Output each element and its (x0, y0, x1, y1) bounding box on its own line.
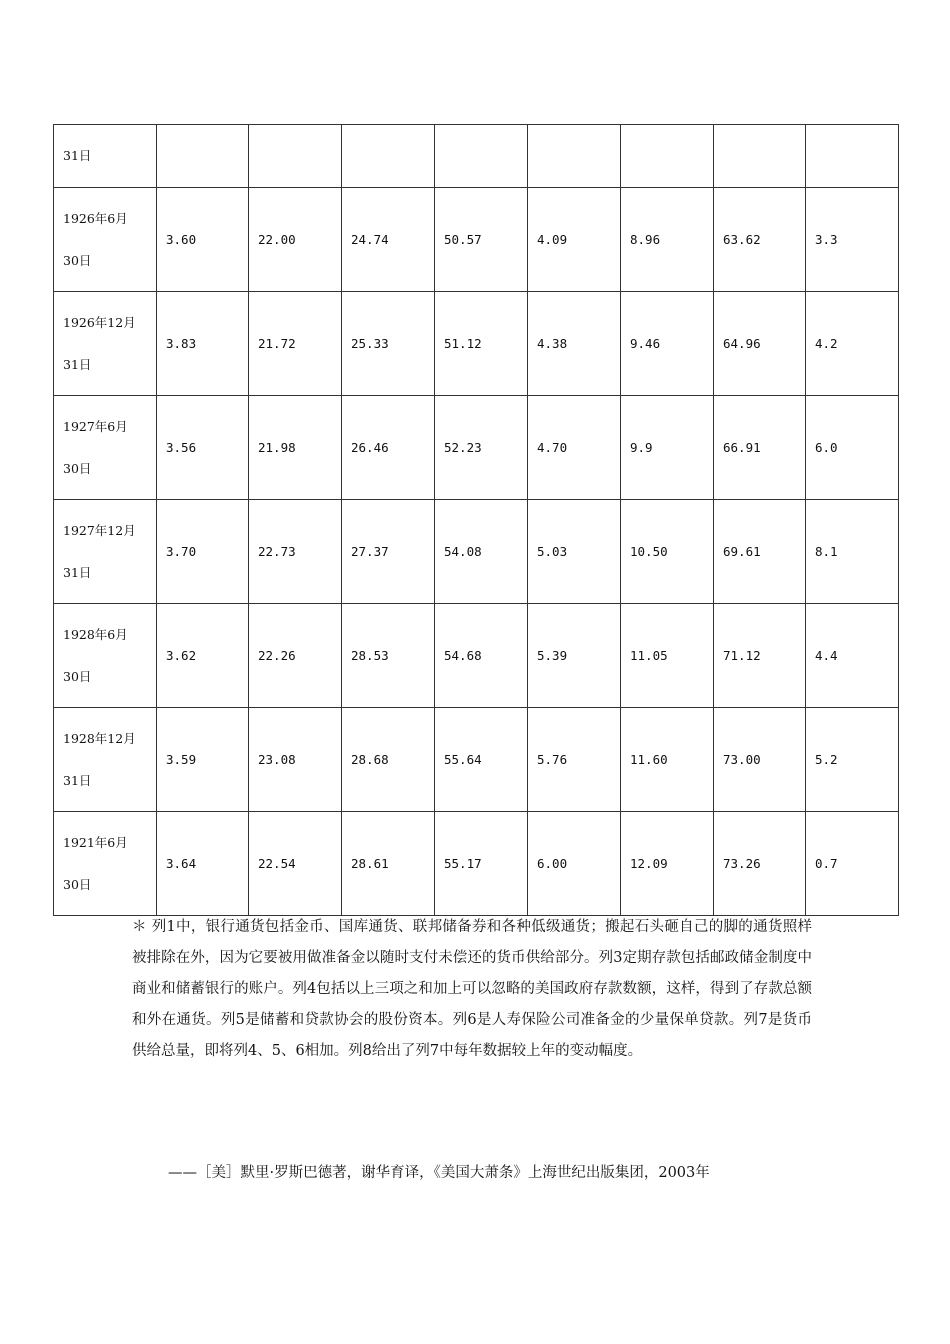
date-line-2: 30日 (63, 876, 92, 892)
date-cell (54, 812, 157, 916)
date-cell (54, 708, 157, 812)
date-cell (54, 188, 157, 292)
value-cell: 22.26 (249, 604, 342, 708)
date-line-1: 1926年6月 (63, 210, 128, 226)
date-line-2: 31日 (63, 772, 92, 788)
value-cell: 25.33 (342, 292, 435, 396)
value-cell: 3.62 (157, 604, 249, 708)
value-cell: 27.37 (342, 500, 435, 604)
value-cell: 21.98 (249, 396, 342, 500)
value-cell: 4.09 (528, 188, 621, 292)
date-cell (54, 396, 157, 500)
date-line-2: 30日 (63, 668, 92, 684)
value-cell: 54.08 (435, 500, 528, 604)
money-supply-table (53, 124, 899, 916)
value-cell (621, 125, 714, 188)
value-cell: 21.72 (249, 292, 342, 396)
date-line-2: 30日 (63, 460, 92, 476)
value-cell: 52.23 (435, 396, 528, 500)
date-line-2: 31日 (63, 148, 92, 163)
date-line-1: 1921年6月 (63, 834, 128, 850)
value-cell: 8.96 (621, 188, 714, 292)
value-cell: 5.76 (528, 708, 621, 812)
value-cell: 12.09 (621, 812, 714, 916)
value-cell: 69.61 (714, 500, 806, 604)
date-cell (54, 500, 157, 604)
value-cell: 71.12 (714, 604, 806, 708)
value-cell: 11.05 (621, 604, 714, 708)
value-cell: 28.61 (342, 812, 435, 916)
value-cell: 4.2 (806, 292, 899, 396)
value-cell: 26.46 (342, 396, 435, 500)
table-row (54, 604, 899, 708)
value-cell: 55.64 (435, 708, 528, 812)
date-line-2: 31日 (63, 564, 92, 580)
date-line-2: 31日 (63, 356, 92, 372)
source-citation: ——［美］默里·罗斯巴德著，谢华育译，《美国大萧条》上海世纪出版集团，2003年 (168, 1165, 710, 1181)
value-cell: 22.54 (249, 812, 342, 916)
value-cell: 54.68 (435, 604, 528, 708)
table-body (54, 125, 899, 916)
footnote-text: ＊ 列1中，银行通货包括金币、国库通货、联邦储备券和各种低级通货；搬起石头砸自己的脚的通货照样被排除在外，因为它要被用做准备金以随时支付未偿还的货币供给部分。列3定期存款包括邮政储金制度中商业和储蓄银行的账户。列4包括以上三项之和加上可以忽略的美国政府存款数额，这样，得到了存款总额和外在通货。列5是储蓄和贷款协会的股份资本。列6是人寿保险公司准备金的少量保单贷款。列7是货币供给总量，即将列4、5、6相加。列8给出了列7中每年数据较上年的变动幅度。 (132, 919, 812, 1059)
value-cell (342, 125, 435, 188)
value-cell: 28.68 (342, 708, 435, 812)
date-cell (54, 292, 157, 396)
value-cell: 22.73 (249, 500, 342, 604)
table-row (54, 188, 899, 292)
value-cell: 51.12 (435, 292, 528, 396)
value-cell: 9.46 (621, 292, 714, 396)
value-cell: 4.38 (528, 292, 621, 396)
value-cell: 3.3 (806, 188, 899, 292)
value-cell (435, 125, 528, 188)
table-footnote (132, 912, 812, 1067)
table-row (54, 500, 899, 604)
value-cell: 6.00 (528, 812, 621, 916)
value-cell: 4.70 (528, 396, 621, 500)
value-cell: 66.91 (714, 396, 806, 500)
value-cell: 3.83 (157, 292, 249, 396)
value-cell: 64.96 (714, 292, 806, 396)
value-cell: 10.50 (621, 500, 714, 604)
table-row (54, 708, 899, 812)
table-row (54, 812, 899, 916)
value-cell: 3.64 (157, 812, 249, 916)
value-cell (714, 125, 806, 188)
value-cell (806, 125, 899, 188)
date-cell (54, 125, 157, 188)
date-line-1: 1927年12月 (63, 522, 136, 538)
value-cell: 5.2 (806, 708, 899, 812)
value-cell: 55.17 (435, 812, 528, 916)
date-line-1: 1928年12月 (63, 730, 136, 746)
date-cell (54, 604, 157, 708)
table-row (54, 125, 899, 188)
value-cell: 8.1 (806, 500, 899, 604)
date-line-1: 1927年6月 (63, 418, 128, 434)
value-cell: 9.9 (621, 396, 714, 500)
value-cell: 28.53 (342, 604, 435, 708)
value-cell: 3.70 (157, 500, 249, 604)
value-cell: 5.39 (528, 604, 621, 708)
value-cell (249, 125, 342, 188)
value-cell: 24.74 (342, 188, 435, 292)
value-cell: 11.60 (621, 708, 714, 812)
value-cell: 5.03 (528, 500, 621, 604)
value-cell (157, 125, 249, 188)
value-cell (528, 125, 621, 188)
value-cell: 3.56 (157, 396, 249, 500)
value-cell: 73.26 (714, 812, 806, 916)
value-cell: 0.7 (806, 812, 899, 916)
value-cell: 23.08 (249, 708, 342, 812)
date-line-1: 1928年6月 (63, 626, 128, 642)
value-cell: 73.00 (714, 708, 806, 812)
value-cell: 3.59 (157, 708, 249, 812)
date-line-1: 1926年12月 (63, 314, 136, 330)
value-cell: 50.57 (435, 188, 528, 292)
value-cell: 22.00 (249, 188, 342, 292)
value-cell: 63.62 (714, 188, 806, 292)
table-row (54, 396, 899, 500)
table-row (54, 292, 899, 396)
value-cell: 3.60 (157, 188, 249, 292)
value-cell: 6.0 (806, 396, 899, 500)
date-line-2: 30日 (63, 252, 92, 268)
value-cell: 4.4 (806, 604, 899, 708)
